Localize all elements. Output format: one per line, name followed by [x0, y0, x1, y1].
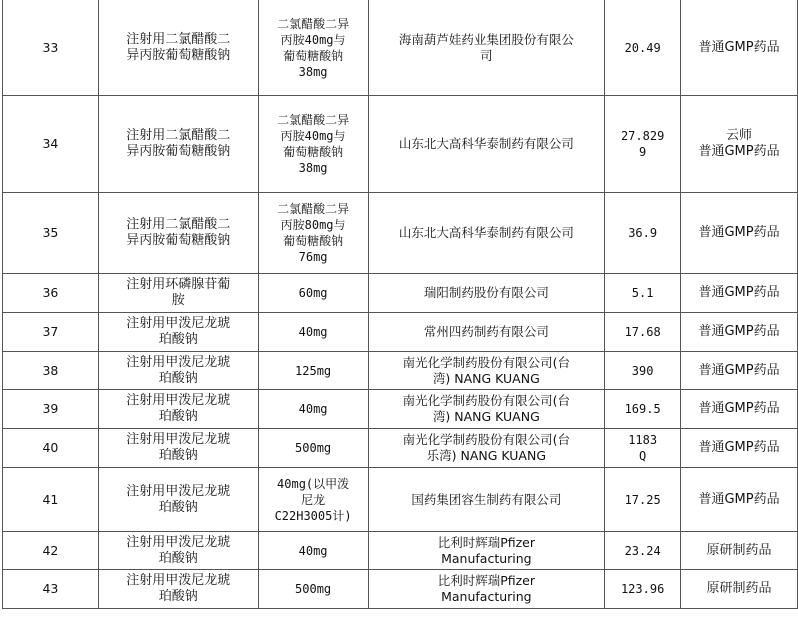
manufacturer-cell: 南光化学制药股份有限公司(台 湾) NANG KUANG: [368, 390, 605, 429]
specification-cell: 二氯醋酸二异 丙胺80mg与 葡萄糖酸钠 76mg: [258, 193, 368, 274]
manufacturer-cell: 山东北大高科华泰制药有限公司: [368, 96, 605, 193]
manufacturer-cell: 山东北大高科华泰制药有限公司: [368, 193, 605, 274]
price-cell: 20.49: [605, 0, 681, 96]
specification-cell: 500mg: [258, 570, 368, 609]
quality-category-cell: 普通GMP药品: [681, 274, 798, 313]
quality-category-cell: 普通GMP药品: [681, 352, 798, 390]
manufacturer-cell: 国药集团容生制药有限公司: [368, 468, 605, 532]
quality-category-cell: 原研制药品: [681, 532, 798, 570]
price-cell: 23.24: [605, 532, 681, 570]
drug-name-cell: 注射用甲泼尼龙琥 珀酸钠: [98, 570, 258, 609]
price-cell: 27.829 9: [605, 96, 681, 193]
specification-cell: 40mg: [258, 313, 368, 352]
price-cell: 123.96: [605, 570, 681, 609]
table-row: [3, 570, 798, 609]
drug-name-cell: 注射用二氯醋酸二 异丙胺葡萄糖酸钠: [98, 96, 258, 193]
row-number-cell: 41: [3, 468, 99, 532]
table-row: [3, 96, 798, 193]
table-row: [3, 352, 798, 390]
price-cell: 5.1: [605, 274, 681, 313]
price-cell: 17.25: [605, 468, 681, 532]
row-number-cell: 35: [3, 193, 99, 274]
specification-cell: 二氯醋酸二异 丙胺40mg与 葡萄糖酸钠 38mg: [258, 96, 368, 193]
table-row: [3, 274, 798, 313]
specification-cell: 500mg: [258, 429, 368, 468]
row-number-cell: 36: [3, 274, 99, 313]
quality-category-cell: 普通GMP药品: [681, 468, 798, 532]
table-row: [3, 390, 798, 429]
price-cell: 1183 Q: [605, 429, 681, 468]
drug-name-cell: 注射用甲泼尼龙琥 珀酸钠: [98, 468, 258, 532]
table-row: [3, 532, 798, 570]
specification-cell: 40mg: [258, 390, 368, 429]
row-number-cell: 38: [3, 352, 99, 390]
drug-name-cell: 注射用甲泼尼龙琥 珀酸钠: [98, 390, 258, 429]
drug-name-cell: 注射用甲泼尼龙琥 珀酸钠: [98, 429, 258, 468]
drug-name-cell: 注射用二氯醋酸二 异丙胺葡萄糖酸钠: [98, 0, 258, 96]
row-number-cell: 34: [3, 96, 99, 193]
manufacturer-cell: 比利时辉瑞Pfizer Manufacturing: [368, 532, 605, 570]
table-row: [3, 313, 798, 352]
drug-price-table: [2, 0, 798, 609]
row-number-cell: 37: [3, 313, 99, 352]
quality-category-cell: 普通GMP药品: [681, 429, 798, 468]
drug-name-cell: 注射用甲泼尼龙琥 珀酸钠: [98, 313, 258, 352]
manufacturer-cell: 海南葫芦娃药业集团股份有限公 司: [368, 0, 605, 96]
row-number-cell: 33: [3, 0, 99, 96]
price-cell: 169.5: [605, 390, 681, 429]
quality-category-cell: 普通GMP药品: [681, 390, 798, 429]
manufacturer-cell: 比利时辉瑞Pfizer Manufacturing: [368, 570, 605, 609]
table-row: [3, 429, 798, 468]
manufacturer-cell: 瑞阳制药股份有限公司: [368, 274, 605, 313]
manufacturer-cell: 南光化学制药股份有限公司(台 乐湾) NANG KUANG: [368, 429, 605, 468]
row-number-cell: 42: [3, 532, 99, 570]
quality-category-cell: 普通GMP药品: [681, 0, 798, 96]
drug-name-cell: 注射用环磷腺苷葡 胺: [98, 274, 258, 313]
quality-category-cell: 云师 普通GMP药品: [681, 96, 798, 193]
drug-name-cell: 注射用甲泼尼龙琥 珀酸钠: [98, 532, 258, 570]
manufacturer-cell: 南光化学制药股份有限公司(台 湾) NANG KUANG: [368, 352, 605, 390]
table-row: [3, 0, 798, 96]
specification-cell: 二氯醋酸二异 丙胺40mg与 葡萄糖酸钠 38mg: [258, 0, 368, 96]
specification-cell: 125mg: [258, 352, 368, 390]
table-row: [3, 468, 798, 532]
quality-category-cell: 普通GMP药品: [681, 193, 798, 274]
specification-cell: 40mg(以甲泼 尼龙 C22H3005计): [258, 468, 368, 532]
row-number-cell: 40: [3, 429, 99, 468]
quality-category-cell: 原研制药品: [681, 570, 798, 609]
price-cell: 36.9: [605, 193, 681, 274]
price-cell: 17.68: [605, 313, 681, 352]
manufacturer-cell: 常州四药制药有限公司: [368, 313, 605, 352]
specification-cell: 40mg: [258, 532, 368, 570]
table-row: [3, 193, 798, 274]
drug-name-cell: 注射用甲泼尼龙琥 珀酸钠: [98, 352, 258, 390]
price-cell: 390: [605, 352, 681, 390]
quality-category-cell: 普通GMP药品: [681, 313, 798, 352]
drug-name-cell: 注射用二氯醋酸二 异丙胺葡萄糖酸钠: [98, 193, 258, 274]
specification-cell: 60mg: [258, 274, 368, 313]
row-number-cell: 39: [3, 390, 99, 429]
row-number-cell: 43: [3, 570, 99, 609]
